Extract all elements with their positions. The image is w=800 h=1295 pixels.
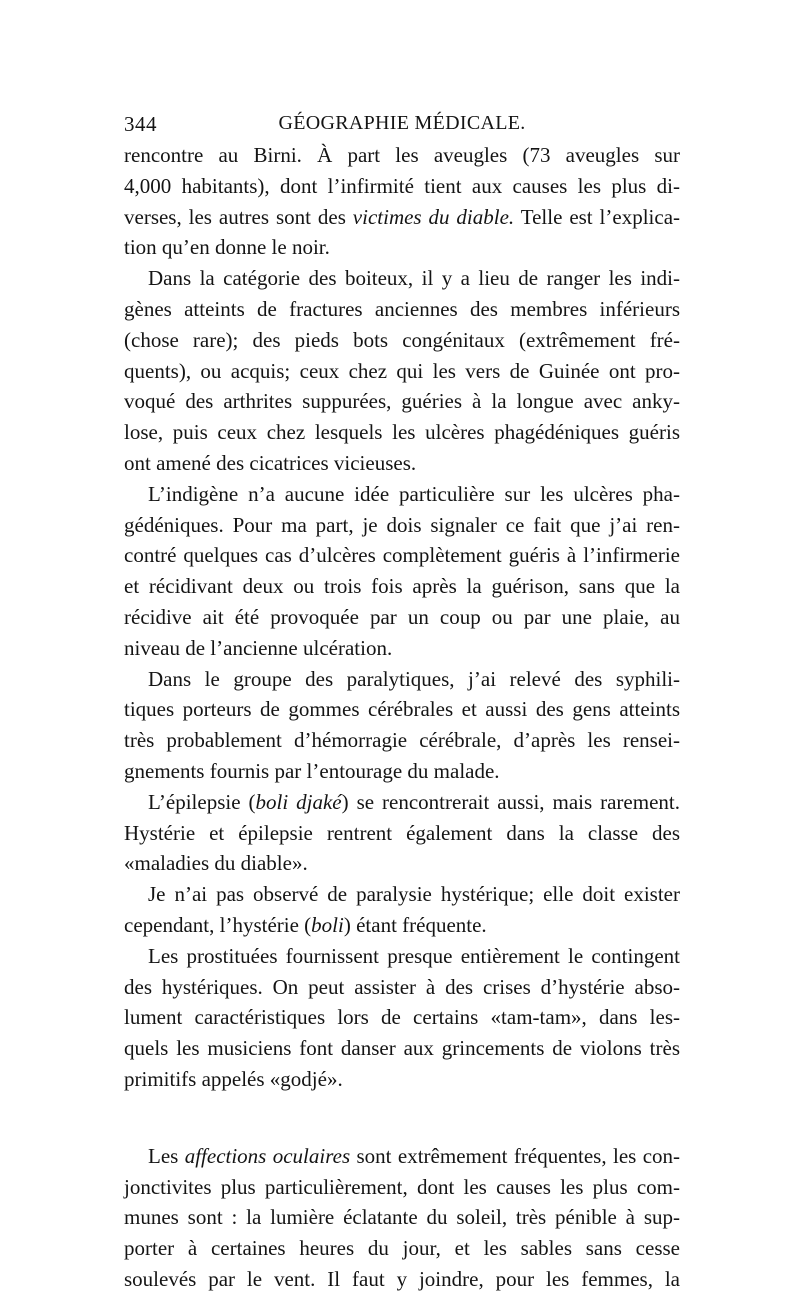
text-line: Dans la catégorie des boiteux, il y a lieu de ranger les indi-: [148, 266, 680, 291]
paragraph-1: [124, 140, 680, 263]
paragraph-6: [124, 879, 680, 941]
paragraph-8: [124, 1141, 680, 1295]
text-segment: L’épilepsie (: [148, 789, 256, 814]
text-line: [124, 910, 680, 941]
text-line: contré quelques cas d’ulcères complètement guéris à l’infirmerie: [124, 543, 680, 568]
italic-phrase: boli: [311, 912, 344, 937]
body-text: [124, 140, 680, 1295]
text-line: quents), ou acquis; ceux chez qui les vers de Guinée ont pro-: [124, 358, 680, 383]
paragraph-4: [124, 664, 680, 787]
text-line: récidive ait été provoquée par un coup ou par une plaie, au: [124, 604, 680, 629]
text-segment: verses, les autres sont des: [124, 204, 353, 229]
italic-phrase: boli djaké: [255, 789, 342, 814]
book-page: [124, 100, 680, 1295]
paragraph-3: [124, 479, 680, 664]
text-line: des hystériques. On peut assister à des crises d’hystérie abso-: [124, 974, 680, 999]
running-title: GÉOGRAPHIE MÉDICALE.: [278, 112, 526, 134]
text-line: très probablement d’hémorragie cérébrale, d’après les rensei-: [124, 728, 680, 753]
text-line: niveau de l’ancienne ulcération.: [124, 635, 393, 660]
text-segment: ) se rencontrerait aussi, mais rarement.: [341, 789, 680, 814]
text-line: (chose rare); des pieds bots congénitaux (extrêmement fré-: [124, 327, 680, 352]
text-line: ont amené des cicatrices vicieuses.: [124, 450, 417, 475]
page-header: [124, 100, 680, 140]
text-line: soulevés par le vent. Il faut y joindre, pour les femmes, la: [124, 1266, 680, 1291]
text-line: primitifs appelés «godjé».: [124, 1066, 343, 1091]
paragraph-7: [124, 941, 680, 1095]
page-number: 344: [124, 112, 157, 136]
text-line: gnements fournis par l’entourage du malade.: [124, 758, 500, 783]
text-segment: sont extrêmement fréquentes, les con-: [350, 1143, 681, 1168]
text-line: Les prostituées fournissent presque entièrement le contingent: [148, 943, 680, 968]
italic-phrase: affections oculaires: [184, 1143, 351, 1168]
text-line: [124, 202, 680, 233]
italic-phrase: victimes du diable.: [352, 204, 515, 229]
text-line: gédéniques. Pour ma part, je dois signaler ce fait que j’ai ren-: [124, 512, 680, 537]
text-line: [124, 787, 680, 818]
text-line: Dans le groupe des paralytiques, j’ai relevé des syphili-: [148, 666, 680, 691]
text-line: lument caractéristiques lors de certains «tam-tam», dans les-: [124, 1005, 680, 1030]
text-line: 4,000 habitants), dont l’infirmité tient aux causes les plus di-: [124, 173, 680, 198]
text-segment: ) étant fréquente.: [343, 912, 487, 937]
text-line: munes sont : la lumière éclatante du soleil, très pénible à sup-: [124, 1205, 680, 1230]
text-line: Hystérie et épilepsie rentrent également dans la classe des: [124, 820, 680, 845]
text-line: Je n’ai pas observé de paralysie hystérique; elle doit exister: [148, 882, 680, 907]
text-segment: Les: [148, 1143, 185, 1168]
text-line: L’indigène n’a aucune idée particulière sur les ulcères pha-: [148, 481, 680, 506]
section-gap: [124, 1095, 680, 1141]
text-line: jonctivites plus particulièrement, dont les causes les plus com-: [124, 1174, 680, 1199]
text-line: tiques porteurs de gommes cérébrales et aussi des gens atteints: [124, 697, 680, 722]
text-segment: Telle est l’explica-: [514, 204, 681, 229]
text-line: porter à certaines heures du jour, et les sables sans cesse: [124, 1236, 680, 1261]
text-line: [124, 1141, 680, 1172]
text-line: «maladies du diable».: [124, 851, 308, 876]
text-line: tion qu’en donne le noir.: [124, 235, 330, 260]
text-line: quels les musiciens font danser aux grincements de violons très: [124, 1036, 680, 1061]
paragraph-5: [124, 787, 680, 879]
paragraph-2: [124, 263, 680, 479]
text-line: rencontre au Birni. À part les aveugles (73 aveugles sur: [124, 143, 680, 167]
text-segment: cependant, l’hystérie (: [124, 912, 312, 937]
text-line: voqué des arthrites suppurées, guéries à la longue avec anky-: [124, 389, 680, 414]
text-line: lose, puis ceux chez lesquels les ulcères phagédéniques guéris: [124, 420, 680, 445]
text-line: gènes atteints de fractures anciennes des membres inférieurs: [124, 296, 680, 321]
text-line: et récidivant deux ou trois fois après la guérison, sans que la: [124, 574, 680, 599]
